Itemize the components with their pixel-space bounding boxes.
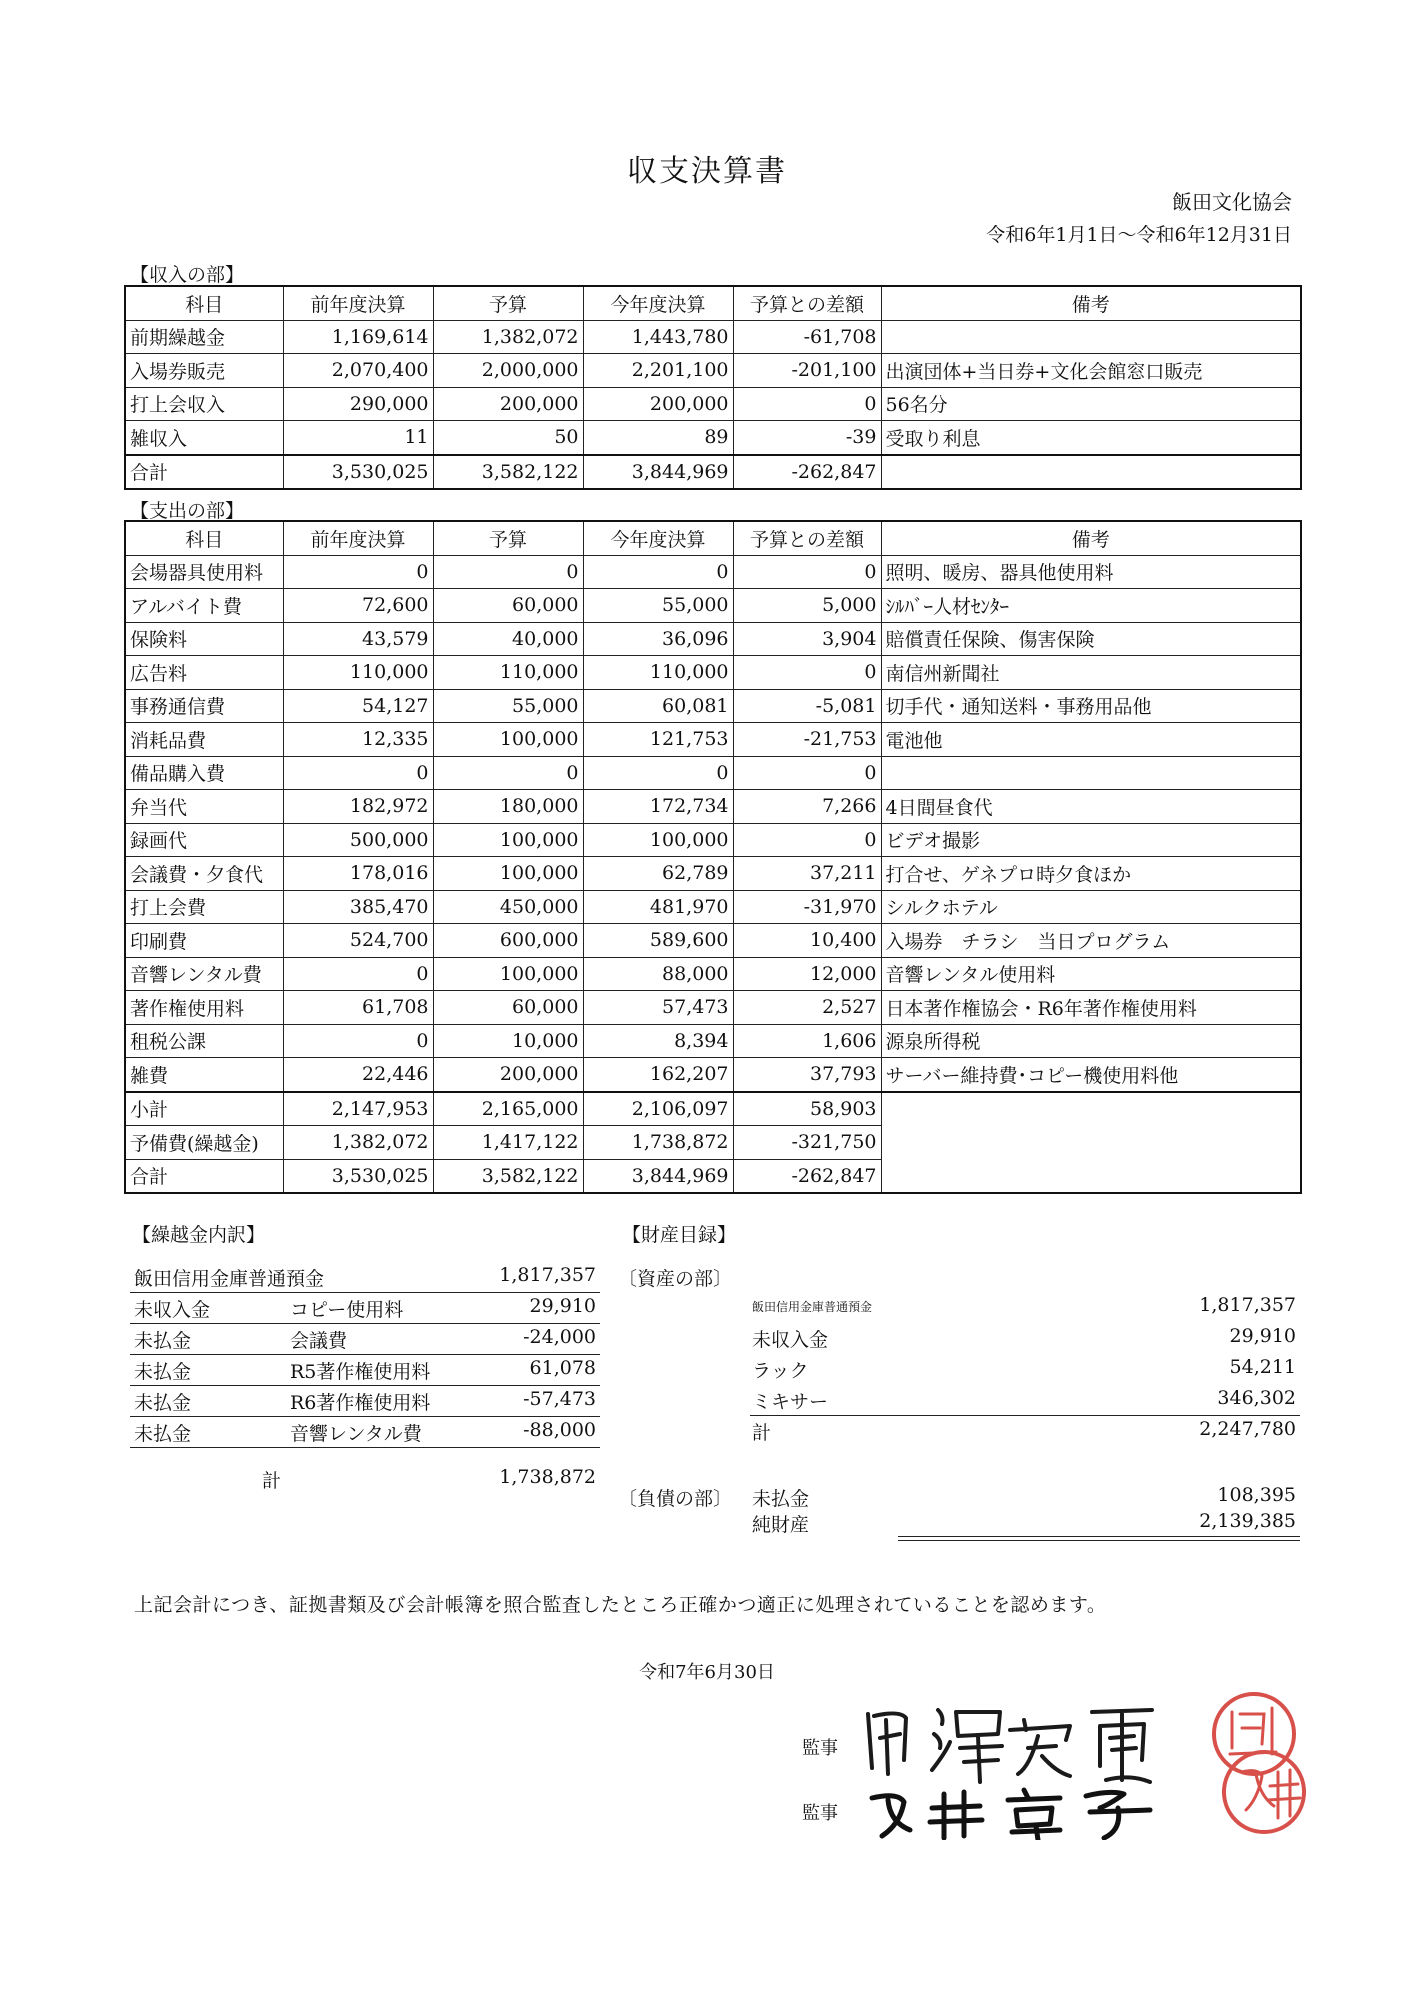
carryover-item-amount: 29,910 xyxy=(529,1295,596,1317)
remarks-cell: 電池他 xyxy=(881,723,1301,757)
table-row xyxy=(125,555,1301,589)
subject-cell: 合計 xyxy=(125,455,283,490)
row-divider xyxy=(130,1354,600,1355)
column-header: 前年度決算 xyxy=(283,521,433,555)
remarks-cell: 切手代・通知送料・事務用品他 xyxy=(881,689,1301,723)
amount-cell: 110,000 xyxy=(583,656,733,690)
remarks-cell: 賠償責任保険、傷害保険 xyxy=(881,622,1301,656)
amount-cell: 37,211 xyxy=(733,857,881,891)
table-row xyxy=(125,622,1301,656)
amount-cell: -31,970 xyxy=(733,890,881,924)
carryover-item-detail: R5著作権使用料 xyxy=(290,1361,431,1383)
amount-cell: 2,106,097 xyxy=(583,1092,733,1126)
asset-item-label: ミキサー xyxy=(752,1391,829,1413)
amount-cell: -21,753 xyxy=(733,723,881,757)
amount-cell: 182,972 xyxy=(283,790,433,824)
carryover-item-label: 飯田信用金庫普通預金 xyxy=(134,1268,325,1290)
amount-cell: 2,070,400 xyxy=(283,354,433,388)
amount-cell: 72,600 xyxy=(283,589,433,623)
amount-cell: 3,904 xyxy=(733,622,881,656)
remarks-cell: 4日間昼食代 xyxy=(881,790,1301,824)
column-header: 予算 xyxy=(433,286,583,320)
amount-cell: 178,016 xyxy=(283,857,433,891)
amount-cell: -61,708 xyxy=(733,320,881,354)
income-section-label: 【収入の部】 xyxy=(130,264,245,286)
amount-cell: 200,000 xyxy=(433,387,583,421)
remarks-cell: 照明、暖房、器具他使用料 xyxy=(881,555,1301,589)
carryover-item-label: 未払金 xyxy=(134,1392,192,1414)
subject-cell: 雑収入 xyxy=(125,421,283,455)
column-header: 今年度決算 xyxy=(583,286,733,320)
amount-cell: -262,847 xyxy=(733,1159,881,1193)
amount-cell: 61,708 xyxy=(283,991,433,1025)
row-divider xyxy=(130,1416,600,1417)
amount-cell: 89 xyxy=(583,421,733,455)
table-row xyxy=(125,991,1301,1025)
amount-cell: 385,470 xyxy=(283,890,433,924)
subject-cell: 音響レンタル費 xyxy=(125,957,283,991)
expense-table xyxy=(124,520,1302,1194)
column-header: 予算との差額 xyxy=(733,286,881,320)
amount-cell: 1,382,072 xyxy=(433,320,583,354)
column-header: 科目 xyxy=(125,521,283,555)
amount-cell: 1,443,780 xyxy=(583,320,733,354)
column-header: 前年度決算 xyxy=(283,286,433,320)
asset-item-amount: 346,302 xyxy=(1217,1387,1296,1409)
liability-subsection-label: 〔負債の部〕 xyxy=(618,1488,733,1510)
amount-cell: 55,000 xyxy=(583,589,733,623)
amount-cell: 54,127 xyxy=(283,689,433,723)
amount-cell: 0 xyxy=(283,756,433,790)
subject-cell: 予備費(繰越金) xyxy=(125,1126,283,1160)
subject-cell: 著作権使用料 xyxy=(125,991,283,1025)
amount-cell: 290,000 xyxy=(283,387,433,421)
amount-cell: 121,753 xyxy=(583,723,733,757)
column-header: 備考 xyxy=(881,521,1301,555)
amount-cell: 1,169,614 xyxy=(283,320,433,354)
remarks-cell: 音響レンタル使用料 xyxy=(881,957,1301,991)
amount-cell: 2,147,953 xyxy=(283,1092,433,1126)
table-row xyxy=(125,857,1301,891)
amount-cell: 100,000 xyxy=(433,857,583,891)
amount-cell: 2,201,100 xyxy=(583,354,733,388)
amount-cell: 57,473 xyxy=(583,991,733,1025)
carryover-item-label: 未払金 xyxy=(134,1330,192,1352)
auditor-2-label: 監事 xyxy=(802,1803,838,1824)
auditor-seal xyxy=(1202,1688,1320,1838)
auditor-1-label: 監事 xyxy=(802,1738,838,1759)
amount-cell: 3,530,025 xyxy=(283,455,433,490)
amount-cell: 3,844,969 xyxy=(583,455,733,490)
auditor-1-signature xyxy=(860,1690,1190,1840)
assets-section-label: 【財産目録】 xyxy=(622,1224,737,1246)
amount-cell: 0 xyxy=(283,555,433,589)
amount-cell: 0 xyxy=(733,555,881,589)
amount-cell: 11 xyxy=(283,421,433,455)
amount-cell: 100,000 xyxy=(433,823,583,857)
row-divider xyxy=(130,1292,600,1293)
table-row xyxy=(125,723,1301,757)
column-header: 予算 xyxy=(433,521,583,555)
amount-cell: 0 xyxy=(733,656,881,690)
remarks-cell: 受取り利息 xyxy=(881,421,1301,455)
amount-cell: 2,000,000 xyxy=(433,354,583,388)
column-header: 予算との差額 xyxy=(733,521,881,555)
expense-subtotal-row xyxy=(125,1092,1301,1126)
subject-cell: 合計 xyxy=(125,1159,283,1193)
subject-cell: 消耗品費 xyxy=(125,723,283,757)
amount-cell: 50 xyxy=(433,421,583,455)
expense-header-row xyxy=(125,521,1301,555)
table-row xyxy=(125,790,1301,824)
remarks-cell: ｼﾙﾊﾞｰ人材ｾﾝﾀｰ xyxy=(881,589,1301,623)
remarks-cell xyxy=(881,455,1301,490)
amount-cell: 524,700 xyxy=(283,924,433,958)
table-row xyxy=(125,421,1301,455)
amount-cell: 55,000 xyxy=(433,689,583,723)
table-row xyxy=(125,756,1301,790)
remarks-cell: ビデオ撮影 xyxy=(881,823,1301,857)
amount-cell: 500,000 xyxy=(283,823,433,857)
table-row xyxy=(125,823,1301,857)
subject-cell: 事務通信費 xyxy=(125,689,283,723)
table-row xyxy=(125,1058,1301,1092)
column-header: 備考 xyxy=(881,286,1301,320)
amount-cell: 0 xyxy=(433,756,583,790)
amount-cell: 8,394 xyxy=(583,1024,733,1058)
asset-item-label: 飯田信用金庫普通預金 xyxy=(752,1300,873,1314)
remarks-cell xyxy=(881,1092,1301,1126)
amount-cell: 100,000 xyxy=(433,723,583,757)
net-assets-double-rule xyxy=(898,1536,1300,1541)
table-row xyxy=(125,924,1301,958)
amount-cell: 12,000 xyxy=(733,957,881,991)
table-row xyxy=(125,354,1301,388)
amount-cell: 10,000 xyxy=(433,1024,583,1058)
table-row xyxy=(125,957,1301,991)
audit-date: 令和7年6月30日 xyxy=(639,1662,775,1683)
subject-cell: 打上会収入 xyxy=(125,387,283,421)
expense-total-row xyxy=(125,1159,1301,1193)
subject-cell: 保険料 xyxy=(125,622,283,656)
amount-cell: -39 xyxy=(733,421,881,455)
subject-cell: 打上会費 xyxy=(125,890,283,924)
carryover-item-amount: 1,817,357 xyxy=(499,1264,596,1286)
remarks-cell xyxy=(881,1159,1301,1193)
amount-cell: 3,844,969 xyxy=(583,1159,733,1193)
amount-cell: 1,417,122 xyxy=(433,1126,583,1160)
subject-cell: 小計 xyxy=(125,1092,283,1126)
amount-cell: 0 xyxy=(433,555,583,589)
amount-cell: 60,000 xyxy=(433,991,583,1025)
column-header: 今年度決算 xyxy=(583,521,733,555)
table-row xyxy=(125,320,1301,354)
carryover-item-label: 未収入金 xyxy=(134,1299,211,1321)
row-divider xyxy=(130,1323,600,1324)
amount-cell: 0 xyxy=(283,957,433,991)
amount-cell: 3,582,122 xyxy=(433,455,583,490)
carryover-section-label: 【繰越金内訳】 xyxy=(132,1224,266,1246)
amount-cell: 600,000 xyxy=(433,924,583,958)
subject-cell: 録画代 xyxy=(125,823,283,857)
income-total-row xyxy=(125,455,1301,490)
table-row xyxy=(125,589,1301,623)
amount-cell: 3,582,122 xyxy=(433,1159,583,1193)
carryover-total-label: 計 xyxy=(262,1470,282,1492)
asset-subsection-label: 〔資産の部〕 xyxy=(618,1268,733,1290)
carryover-item-detail: R6著作権使用料 xyxy=(290,1392,431,1414)
remarks-cell xyxy=(881,320,1301,354)
carryover-item-detail: 音響レンタル費 xyxy=(290,1423,422,1445)
net-assets-label: 純財産 xyxy=(752,1514,810,1536)
amount-cell: -5,081 xyxy=(733,689,881,723)
carryover-item-amount: -88,000 xyxy=(523,1419,596,1441)
remarks-cell: 出演団体+当日券+文化会館窓口販売 xyxy=(881,354,1301,388)
remarks-cell: サーバー維持費･コピー機使用料他 xyxy=(881,1058,1301,1092)
table-row xyxy=(125,387,1301,421)
asset-item-amount: 1,817,357 xyxy=(1199,1294,1296,1316)
carryover-item-label: 未払金 xyxy=(134,1423,192,1445)
amount-cell: 100,000 xyxy=(583,823,733,857)
amount-cell: 450,000 xyxy=(433,890,583,924)
amount-cell: 12,335 xyxy=(283,723,433,757)
remarks-cell: 源泉所得税 xyxy=(881,1024,1301,1058)
amount-cell: 0 xyxy=(733,823,881,857)
amount-cell: 60,000 xyxy=(433,589,583,623)
row-divider xyxy=(130,1385,600,1386)
liability-label: 未払金 xyxy=(752,1488,810,1510)
subject-cell: アルバイト費 xyxy=(125,589,283,623)
amount-cell: 110,000 xyxy=(433,656,583,690)
carryover-item-amount: 61,078 xyxy=(529,1357,596,1379)
amount-cell: 7,266 xyxy=(733,790,881,824)
carryover-item-detail: 会議費 xyxy=(290,1330,348,1352)
amount-cell: 110,000 xyxy=(283,656,433,690)
subject-cell: 租税公課 xyxy=(125,1024,283,1058)
carryover-item-amount: -57,473 xyxy=(523,1388,596,1410)
amount-cell: -201,100 xyxy=(733,354,881,388)
column-header: 科目 xyxy=(125,286,283,320)
remarks-cell xyxy=(881,1126,1301,1160)
document-title: 収支決算書 xyxy=(627,154,787,189)
subject-cell: 前期繰越金 xyxy=(125,320,283,354)
asset-total-label: 計 xyxy=(752,1422,772,1444)
amount-cell: 200,000 xyxy=(433,1058,583,1092)
amount-cell: 481,970 xyxy=(583,890,733,924)
liability-amount: 108,395 xyxy=(1217,1484,1296,1506)
amount-cell: 40,000 xyxy=(433,622,583,656)
expense-section-label: 【支出の部】 xyxy=(130,500,245,522)
amount-cell: 180,000 xyxy=(433,790,583,824)
expense-reserve-row xyxy=(125,1126,1301,1160)
amount-cell: -262,847 xyxy=(733,455,881,490)
table-row xyxy=(125,689,1301,723)
amount-cell: 1,382,072 xyxy=(283,1126,433,1160)
table-row xyxy=(125,1024,1301,1058)
subject-cell: 会場器具使用料 xyxy=(125,555,283,589)
carryover-item-detail: コピー使用料 xyxy=(290,1299,404,1321)
asset-item-label: 未収入金 xyxy=(752,1329,829,1351)
remarks-cell: 打合せ、ゲネプロ時夕食ほか xyxy=(881,857,1301,891)
net-assets-amount: 2,139,385 xyxy=(1199,1510,1296,1532)
asset-total-rule xyxy=(750,1415,1300,1416)
subject-cell: 入場券販売 xyxy=(125,354,283,388)
amount-cell: 1,606 xyxy=(733,1024,881,1058)
table-row xyxy=(125,890,1301,924)
amount-cell: 22,446 xyxy=(283,1058,433,1092)
income-header-row xyxy=(125,286,1301,320)
amount-cell: 10,400 xyxy=(733,924,881,958)
amount-cell: 37,793 xyxy=(733,1058,881,1092)
remarks-cell: 南信州新聞社 xyxy=(881,656,1301,690)
subject-cell: 会議費・夕食代 xyxy=(125,857,283,891)
amount-cell: 3,530,025 xyxy=(283,1159,433,1193)
subject-cell: 備品購入費 xyxy=(125,756,283,790)
amount-cell: 589,600 xyxy=(583,924,733,958)
remarks-cell: 日本著作権協会・R6年著作権使用料 xyxy=(881,991,1301,1025)
amount-cell: 100,000 xyxy=(433,957,583,991)
subject-cell: 印刷費 xyxy=(125,924,283,958)
remarks-cell: シルクホテル xyxy=(881,890,1301,924)
audit-statement: 上記会計につき、証拠書類及び会計帳簿を照合監査したところ正確かつ適正に処理されていることを認めます。 xyxy=(134,1594,1107,1616)
amount-cell: 0 xyxy=(733,387,881,421)
amount-cell: 5,000 xyxy=(733,589,881,623)
amount-cell: 60,081 xyxy=(583,689,733,723)
income-table xyxy=(124,285,1302,490)
remarks-cell: 入場券 チラシ 当日プログラム xyxy=(881,924,1301,958)
amount-cell: 162,207 xyxy=(583,1058,733,1092)
amount-cell: 62,789 xyxy=(583,857,733,891)
amount-cell: 88,000 xyxy=(583,957,733,991)
carryover-total-amount: 1,738,872 xyxy=(499,1466,596,1488)
amount-cell: 36,096 xyxy=(583,622,733,656)
subject-cell: 広告料 xyxy=(125,656,283,690)
carryover-item-amount: -24,000 xyxy=(523,1326,596,1348)
amount-cell: -321,750 xyxy=(733,1126,881,1160)
remarks-cell xyxy=(881,756,1301,790)
amount-cell: 1,738,872 xyxy=(583,1126,733,1160)
amount-cell: 0 xyxy=(583,756,733,790)
asset-total-amount: 2,247,780 xyxy=(1199,1418,1296,1440)
asset-item-amount: 54,211 xyxy=(1229,1356,1296,1378)
fiscal-period: 令和6年1月1日～令和6年12月31日 xyxy=(986,224,1292,246)
amount-cell: 0 xyxy=(733,756,881,790)
amount-cell: 172,734 xyxy=(583,790,733,824)
asset-item-label: ラック xyxy=(752,1360,809,1382)
amount-cell: 58,903 xyxy=(733,1092,881,1126)
subject-cell: 弁当代 xyxy=(125,790,283,824)
amount-cell: 200,000 xyxy=(583,387,733,421)
amount-cell: 0 xyxy=(583,555,733,589)
amount-cell: 2,527 xyxy=(733,991,881,1025)
amount-cell: 43,579 xyxy=(283,622,433,656)
amount-cell: 0 xyxy=(283,1024,433,1058)
subject-cell: 雑費 xyxy=(125,1058,283,1092)
remarks-cell: 56名分 xyxy=(881,387,1301,421)
amount-cell: 2,165,000 xyxy=(433,1092,583,1126)
organization-name: 飯田文化協会 xyxy=(1172,190,1292,214)
row-divider xyxy=(130,1447,600,1448)
asset-item-amount: 29,910 xyxy=(1229,1325,1296,1347)
carryover-item-label: 未払金 xyxy=(134,1361,192,1383)
table-row xyxy=(125,656,1301,690)
